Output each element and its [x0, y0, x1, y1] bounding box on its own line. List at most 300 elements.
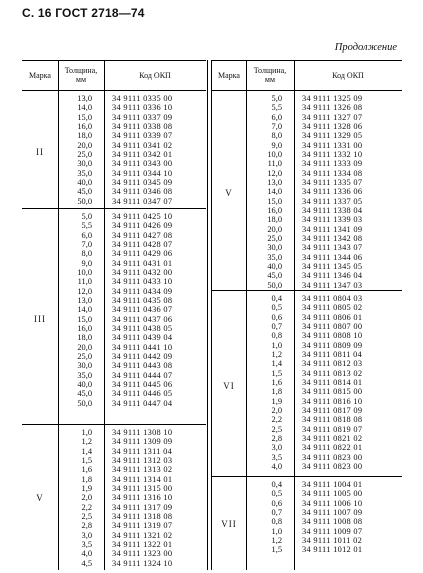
okp-code-value: 34 9111 1329 05	[302, 131, 363, 141]
okp-code-value: 34 9111 1341 09	[302, 224, 363, 234]
thickness-value: 50,0	[267, 280, 282, 290]
okp-code-value: 34 9111 0816 10	[302, 396, 363, 406]
table-row	[22, 493, 206, 502]
okp-code-value: 34 9111 0823 00	[302, 452, 363, 462]
okp-code-value: 34 9111 0338 08	[112, 121, 173, 131]
thickness-value: 20,0	[267, 224, 282, 234]
table-row	[212, 178, 402, 187]
table-row	[212, 369, 402, 378]
okp-code-value: 34 9111 1333 09	[302, 159, 363, 169]
okp-code-value: 34 9111 1336 06	[302, 187, 363, 197]
table-row	[22, 437, 206, 446]
thickness-value: 1,4	[271, 359, 282, 369]
table-row	[22, 159, 206, 168]
okp-code-value: 34 9111 1322 01	[112, 539, 173, 549]
okp-code-value: 34 9111 1006 10	[302, 498, 363, 508]
thickness-value: 7,0	[81, 239, 92, 249]
table-row	[22, 324, 206, 333]
table-row	[22, 456, 206, 465]
thickness-value: 20,0	[77, 140, 92, 150]
table-row	[212, 415, 402, 424]
thickness-value: 2,2	[81, 502, 92, 512]
column-head-code: Код ОКП	[332, 70, 364, 80]
table-row	[22, 212, 206, 221]
okp-code-value: 34 9111 0436 07	[112, 305, 173, 315]
column-head-thickness: Толщина, мм	[64, 66, 98, 84]
thickness-value: 15,0	[77, 112, 92, 122]
table-row	[22, 465, 206, 474]
okp-code-value: 34 9111 1311 04	[112, 446, 173, 456]
thickness-value: 50,0	[77, 398, 92, 408]
table-row	[212, 499, 402, 508]
table-row	[22, 521, 206, 530]
table-row	[212, 378, 402, 387]
okp-code-value: 34 9111 0433 10	[112, 277, 173, 287]
okp-code-value: 34 9111 0344 10	[112, 168, 173, 178]
okp-code-value: 34 9111 1007 09	[302, 507, 363, 517]
table-rule	[211, 60, 212, 570]
okp-code-value: 34 9111 1344 06	[302, 252, 363, 262]
thickness-value: 3,5	[81, 539, 92, 549]
table-row	[212, 536, 402, 545]
okp-code-value: 34 9111 1328 06	[302, 121, 363, 131]
okp-code-value: 34 9111 0817 09	[302, 405, 363, 415]
okp-code-value: 34 9111 1009 07	[302, 526, 363, 536]
okp-code-value: 34 9111 1012 01	[302, 545, 363, 555]
okp-code-value: 34 9111 1334 08	[302, 168, 363, 178]
okp-code-value: 34 9111 0822 01	[302, 443, 363, 453]
thickness-value: 2,5	[271, 424, 282, 434]
table-row	[22, 484, 206, 493]
okp-code-value: 34 9111 0818 08	[302, 415, 363, 425]
thickness-value: 1,6	[81, 465, 92, 475]
table-row	[212, 331, 402, 340]
thickness-value: 25,0	[267, 233, 282, 243]
okp-code-value: 34 9111 0341 02	[112, 140, 173, 150]
table-row	[22, 305, 206, 314]
table-row	[22, 343, 206, 352]
table-rule	[212, 290, 402, 291]
table-row	[22, 113, 206, 122]
thickness-value: 2,5	[81, 511, 92, 521]
thickness-value: 0,6	[271, 312, 282, 322]
table-row	[22, 540, 206, 549]
thickness-value: 20,0	[77, 342, 92, 352]
okp-code-value: 34 9111 0346 08	[112, 187, 173, 197]
thickness-value: 2,8	[81, 521, 92, 531]
okp-code-value: 34 9111 1008 08	[302, 517, 363, 527]
okp-code-value: 34 9111 1337 05	[302, 196, 363, 206]
thickness-value: 35,0	[77, 370, 92, 380]
thickness-value: 16,0	[267, 205, 282, 215]
thickness-value: 4,5	[81, 558, 92, 568]
grade-mark: V	[225, 188, 233, 198]
table-row	[212, 243, 402, 252]
thickness-value: 9,0	[271, 140, 282, 150]
column-head-thickness: Толщина, мм	[253, 66, 287, 84]
table-rule	[22, 424, 206, 425]
thickness-value: 0,8	[271, 331, 282, 341]
table-row	[22, 315, 206, 324]
thickness-value: 16,0	[77, 323, 92, 333]
okp-code-value: 34 9111 1332 10	[302, 149, 363, 159]
okp-code-value: 34 9111 1338 04	[302, 205, 363, 215]
thickness-value: 40,0	[267, 261, 282, 271]
table-row	[212, 234, 402, 243]
thickness-value: 15,0	[77, 314, 92, 324]
table-row	[212, 225, 402, 234]
table-row	[22, 178, 206, 187]
okp-code-value: 34 9111 0426 09	[112, 221, 173, 231]
thickness-value: 0,7	[271, 321, 282, 331]
thickness-value: 8,0	[81, 249, 92, 259]
table-row	[22, 389, 206, 398]
table-row	[212, 122, 402, 131]
thickness-value: 30,0	[267, 243, 282, 253]
okp-code-value: 34 9111 0443 08	[112, 361, 173, 371]
thickness-value: 1,5	[81, 455, 92, 465]
thickness-value: 6,0	[271, 112, 282, 122]
table-row	[22, 352, 206, 361]
thickness-value: 1,5	[271, 545, 282, 555]
table-row	[22, 249, 206, 258]
table-row	[22, 231, 206, 240]
table-row	[22, 141, 206, 150]
okp-code-value: 34 9111 0335 00	[112, 94, 173, 103]
thickness-value: 5,0	[81, 212, 92, 221]
table-row	[22, 197, 206, 206]
table-row	[212, 215, 402, 224]
table-row	[212, 462, 402, 471]
table-row	[212, 425, 402, 434]
okp-code-value: 34 9111 1345 05	[302, 261, 363, 271]
thickness-value: 0,5	[271, 489, 282, 499]
thickness-value: 35,0	[77, 168, 92, 178]
grade-mark: VII	[221, 519, 237, 529]
okp-code-value: 34 9111 1339 03	[302, 215, 363, 225]
table-row	[22, 380, 206, 389]
okp-code-value: 34 9111 0343 00	[112, 159, 173, 169]
okp-code-value: 34 9111 1316 10	[112, 493, 173, 503]
okp-code-value: 34 9111 0807 00	[302, 321, 363, 331]
thickness-value: 16,0	[77, 121, 92, 131]
thickness-value: 5,5	[271, 103, 282, 113]
okp-code-value: 34 9111 0339 07	[112, 131, 173, 141]
thickness-value: 1,8	[271, 387, 282, 397]
thickness-value: 2,2	[271, 415, 282, 425]
okp-code-value: 34 9111 0345 09	[112, 177, 173, 187]
table-row	[212, 545, 402, 554]
okp-code-value: 34 9111 0804 03	[302, 294, 363, 303]
okp-code-value: 34 9111 0429 06	[112, 249, 173, 259]
thickness-value: 25,0	[77, 149, 92, 159]
okp-code-value: 34 9111 0819 07	[302, 424, 363, 434]
table-row	[22, 131, 206, 140]
thickness-value: 0,8	[271, 517, 282, 527]
table-row	[22, 259, 206, 268]
thickness-value: 12,0	[267, 168, 282, 178]
thickness-value: 0,5	[271, 303, 282, 313]
table-row	[22, 240, 206, 249]
table-row	[212, 313, 402, 322]
thickness-value: 1,2	[271, 349, 282, 359]
thickness-value: 18,0	[77, 131, 92, 141]
okp-code-value: 34 9111 0805 02	[302, 303, 363, 313]
thickness-value: 11,0	[77, 277, 92, 287]
table-row	[212, 150, 402, 159]
thickness-value: 5,0	[271, 94, 282, 103]
table-row	[212, 350, 402, 359]
thickness-value: 1,0	[271, 526, 282, 536]
table-row	[22, 549, 206, 558]
okp-code-value: 34 9111 1309 09	[112, 437, 173, 447]
okp-code-value: 34 9111 0813 02	[302, 368, 363, 378]
thickness-value: 4,0	[271, 461, 282, 471]
thickness-value: 5,5	[81, 221, 92, 231]
table-row	[22, 150, 206, 159]
table-row	[22, 531, 206, 540]
table-row	[212, 387, 402, 396]
okp-code-value: 34 9111 1321 02	[112, 530, 173, 540]
table-row	[212, 159, 402, 168]
okp-code-value: 34 9111 0427 08	[112, 230, 173, 240]
table-row	[212, 113, 402, 122]
thickness-value: 35,0	[267, 252, 282, 262]
thickness-value: 13,0	[77, 94, 92, 103]
okp-code-value: 34 9111 1323 00	[112, 549, 173, 559]
thickness-value: 1,9	[271, 396, 282, 406]
column-head-mark: Марка	[29, 70, 51, 80]
table-row	[212, 406, 402, 415]
thickness-value: 1,0	[271, 340, 282, 350]
thickness-value: 9,0	[81, 258, 92, 268]
thickness-value: 40,0	[77, 379, 92, 389]
table-row	[212, 303, 402, 312]
okp-code-value: 34 9111 0337 09	[112, 112, 173, 122]
table-row	[22, 559, 206, 568]
table-row	[212, 341, 402, 350]
thickness-value: 13,0	[267, 177, 282, 187]
okp-code-value: 34 9111 1312 03	[112, 455, 173, 465]
table-row	[212, 453, 402, 462]
okp-code-value: 34 9111 1319 07	[112, 521, 173, 531]
table-row	[22, 277, 206, 286]
thickness-value: 0,6	[271, 498, 282, 508]
table-row	[22, 169, 206, 178]
okp-code-value: 34 9111 0434 09	[112, 286, 173, 296]
thickness-value: 18,0	[267, 215, 282, 225]
thickness-value: 15,0	[267, 196, 282, 206]
table-rule	[212, 90, 402, 91]
page-title: С. 16 ГОСТ 2718—74	[22, 6, 145, 20]
okp-code-value: 34 9111 0439 04	[112, 333, 173, 343]
thickness-value: 0,7	[271, 507, 282, 517]
okp-code-value: 34 9111 0809 09	[302, 340, 363, 350]
okp-code-value: 34 9111 0447 04	[112, 398, 173, 408]
thickness-value: 10,0	[77, 267, 92, 277]
okp-code-value: 34 9111 0441 10	[112, 342, 173, 352]
okp-code-value: 34 9111 0806 01	[302, 312, 363, 322]
okp-code-value: 34 9111 1318 08	[112, 511, 173, 521]
table-row	[212, 443, 402, 452]
okp-code-value: 34 9111 0446 05	[112, 389, 173, 399]
table-rule	[212, 476, 402, 477]
table-row	[22, 296, 206, 305]
thickness-value: 18,0	[77, 333, 92, 343]
okp-code-value: 34 9111 1317 09	[112, 502, 173, 512]
thickness-value: 30,0	[77, 361, 92, 371]
thickness-value: 0,4	[271, 480, 282, 489]
okp-code-value: 34 9111 0445 06	[112, 379, 173, 389]
okp-code-value: 34 9111 1331 00	[302, 140, 363, 150]
grade-mark: III	[34, 314, 46, 324]
okp-code-value: 34 9111 0821 02	[302, 433, 363, 443]
okp-code-value: 34 9111 1346 04	[302, 271, 363, 281]
table-row	[212, 508, 402, 517]
thickness-value: 1,5	[271, 368, 282, 378]
table-row	[212, 187, 402, 196]
okp-code-value: 34 9111 1308 10	[112, 428, 173, 437]
okp-code-value: 34 9111 0428 07	[112, 239, 173, 249]
thickness-value: 10,0	[267, 149, 282, 159]
okp-code-value: 34 9111 1004 01	[302, 480, 363, 489]
thickness-value: 12,0	[77, 286, 92, 296]
okp-code-value: 34 9111 1326 08	[302, 103, 363, 113]
thickness-value: 50,0	[77, 196, 92, 206]
table-row	[212, 322, 402, 331]
thickness-value: 14,0	[267, 187, 282, 197]
okp-code-value: 34 9111 1335 07	[302, 177, 363, 187]
thickness-value: 2,8	[271, 433, 282, 443]
thickness-value: 3,5	[271, 452, 282, 462]
okp-code-value: 34 9111 0811 04	[302, 349, 363, 359]
table-row	[212, 294, 402, 303]
thickness-value: 14,0	[77, 103, 92, 113]
table-row	[22, 94, 206, 103]
okp-code-value: 34 9111 1342 08	[302, 233, 363, 243]
okp-code-value: 34 9111 1005 00	[302, 489, 363, 499]
okp-code-value: 34 9111 0438 05	[112, 323, 173, 333]
okp-code-value: 34 9111 0808 10	[302, 331, 363, 341]
table-row	[212, 206, 402, 215]
table-row	[22, 103, 206, 112]
table-row	[212, 94, 402, 103]
thickness-value: 1,4	[81, 446, 92, 456]
thickness-value: 0,4	[271, 294, 282, 303]
okp-code-value: 34 9111 1327 07	[302, 112, 363, 122]
table-row	[22, 475, 206, 484]
thickness-value: 6,0	[81, 230, 92, 240]
table-row	[22, 187, 206, 196]
okp-code-value: 34 9111 1011 02	[302, 535, 363, 545]
okp-code-value: 34 9111 1347 03	[302, 280, 363, 290]
table-row	[212, 169, 402, 178]
column-head-mark: Марка	[218, 70, 240, 80]
okp-code-value: 34 9111 1325 09	[302, 94, 363, 103]
table-row	[212, 397, 402, 406]
table-rule	[207, 60, 208, 570]
table-row	[212, 262, 402, 271]
thickness-value: 4,0	[81, 549, 92, 559]
okp-code-value: 34 9111 0435 08	[112, 295, 173, 305]
table-rule	[22, 90, 206, 91]
thickness-value: 1,6	[271, 377, 282, 387]
thickness-value: 30,0	[77, 159, 92, 169]
thickness-value: 45,0	[77, 389, 92, 399]
okp-code-value: 34 9111 1314 01	[112, 474, 173, 484]
okp-code-value: 34 9111 0425 10	[112, 212, 173, 221]
thickness-value: 3,0	[271, 443, 282, 453]
table-row	[22, 221, 206, 230]
thickness-value: 25,0	[77, 351, 92, 361]
thickness-value: 14,0	[77, 305, 92, 315]
table-row	[22, 371, 206, 380]
table-row	[212, 271, 402, 280]
okp-code-value: 34 9111 1324 10	[112, 558, 173, 568]
okp-code-value: 34 9111 0432 00	[112, 267, 173, 277]
thickness-value: 11,0	[267, 159, 282, 169]
continuation-label: Продолжение	[334, 42, 397, 53]
okp-code-value: 34 9111 0342 01	[112, 149, 173, 159]
table-row	[212, 480, 402, 489]
table-row	[22, 268, 206, 277]
grade-mark: V	[36, 493, 44, 503]
okp-code-value: 34 9111 0812 03	[302, 359, 363, 369]
thickness-value: 7,0	[271, 121, 282, 131]
thickness-value: 40,0	[77, 177, 92, 187]
okp-code-value: 34 9111 0814 01	[302, 377, 363, 387]
table-row	[212, 253, 402, 262]
okp-code-value: 34 9111 0336 10	[112, 103, 173, 113]
thickness-value: 1,2	[271, 535, 282, 545]
grade-mark: VI	[223, 381, 235, 391]
thickness-value: 2,0	[271, 405, 282, 415]
table-row	[22, 503, 206, 512]
table-row	[212, 131, 402, 140]
table-row	[212, 281, 402, 290]
okp-code-value: 34 9111 0444 07	[112, 370, 173, 380]
okp-code-value: 34 9111 0815 00	[302, 387, 363, 397]
table-row	[212, 141, 402, 150]
thickness-value: 45,0	[77, 187, 92, 197]
thickness-value: 1,0	[81, 428, 92, 437]
thickness-value: 1,8	[81, 474, 92, 484]
thickness-value: 1,2	[81, 437, 92, 447]
table-row	[22, 447, 206, 456]
table-row	[22, 361, 206, 370]
table-row	[212, 197, 402, 206]
grade-mark: II	[36, 147, 44, 157]
table-row	[212, 434, 402, 443]
okp-code-value: 34 9111 0823 00	[302, 461, 363, 471]
table-row	[22, 287, 206, 296]
okp-code-value: 34 9111 1343 07	[302, 243, 363, 253]
table-row	[22, 399, 206, 408]
thickness-value: 1,9	[81, 483, 92, 493]
table-rule	[22, 208, 206, 209]
column-head-code: Код ОКП	[139, 70, 171, 80]
okp-code-value: 34 9111 0347 07	[112, 196, 173, 206]
table-row	[212, 359, 402, 368]
thickness-value: 2,0	[81, 493, 92, 503]
thickness-value: 3,0	[81, 530, 92, 540]
table-row	[212, 517, 402, 526]
thickness-value: 45,0	[267, 271, 282, 281]
thickness-value: 13,0	[77, 295, 92, 305]
okp-code-value: 34 9111 1313 02	[112, 465, 173, 475]
table-row	[22, 512, 206, 521]
table-row	[212, 527, 402, 536]
